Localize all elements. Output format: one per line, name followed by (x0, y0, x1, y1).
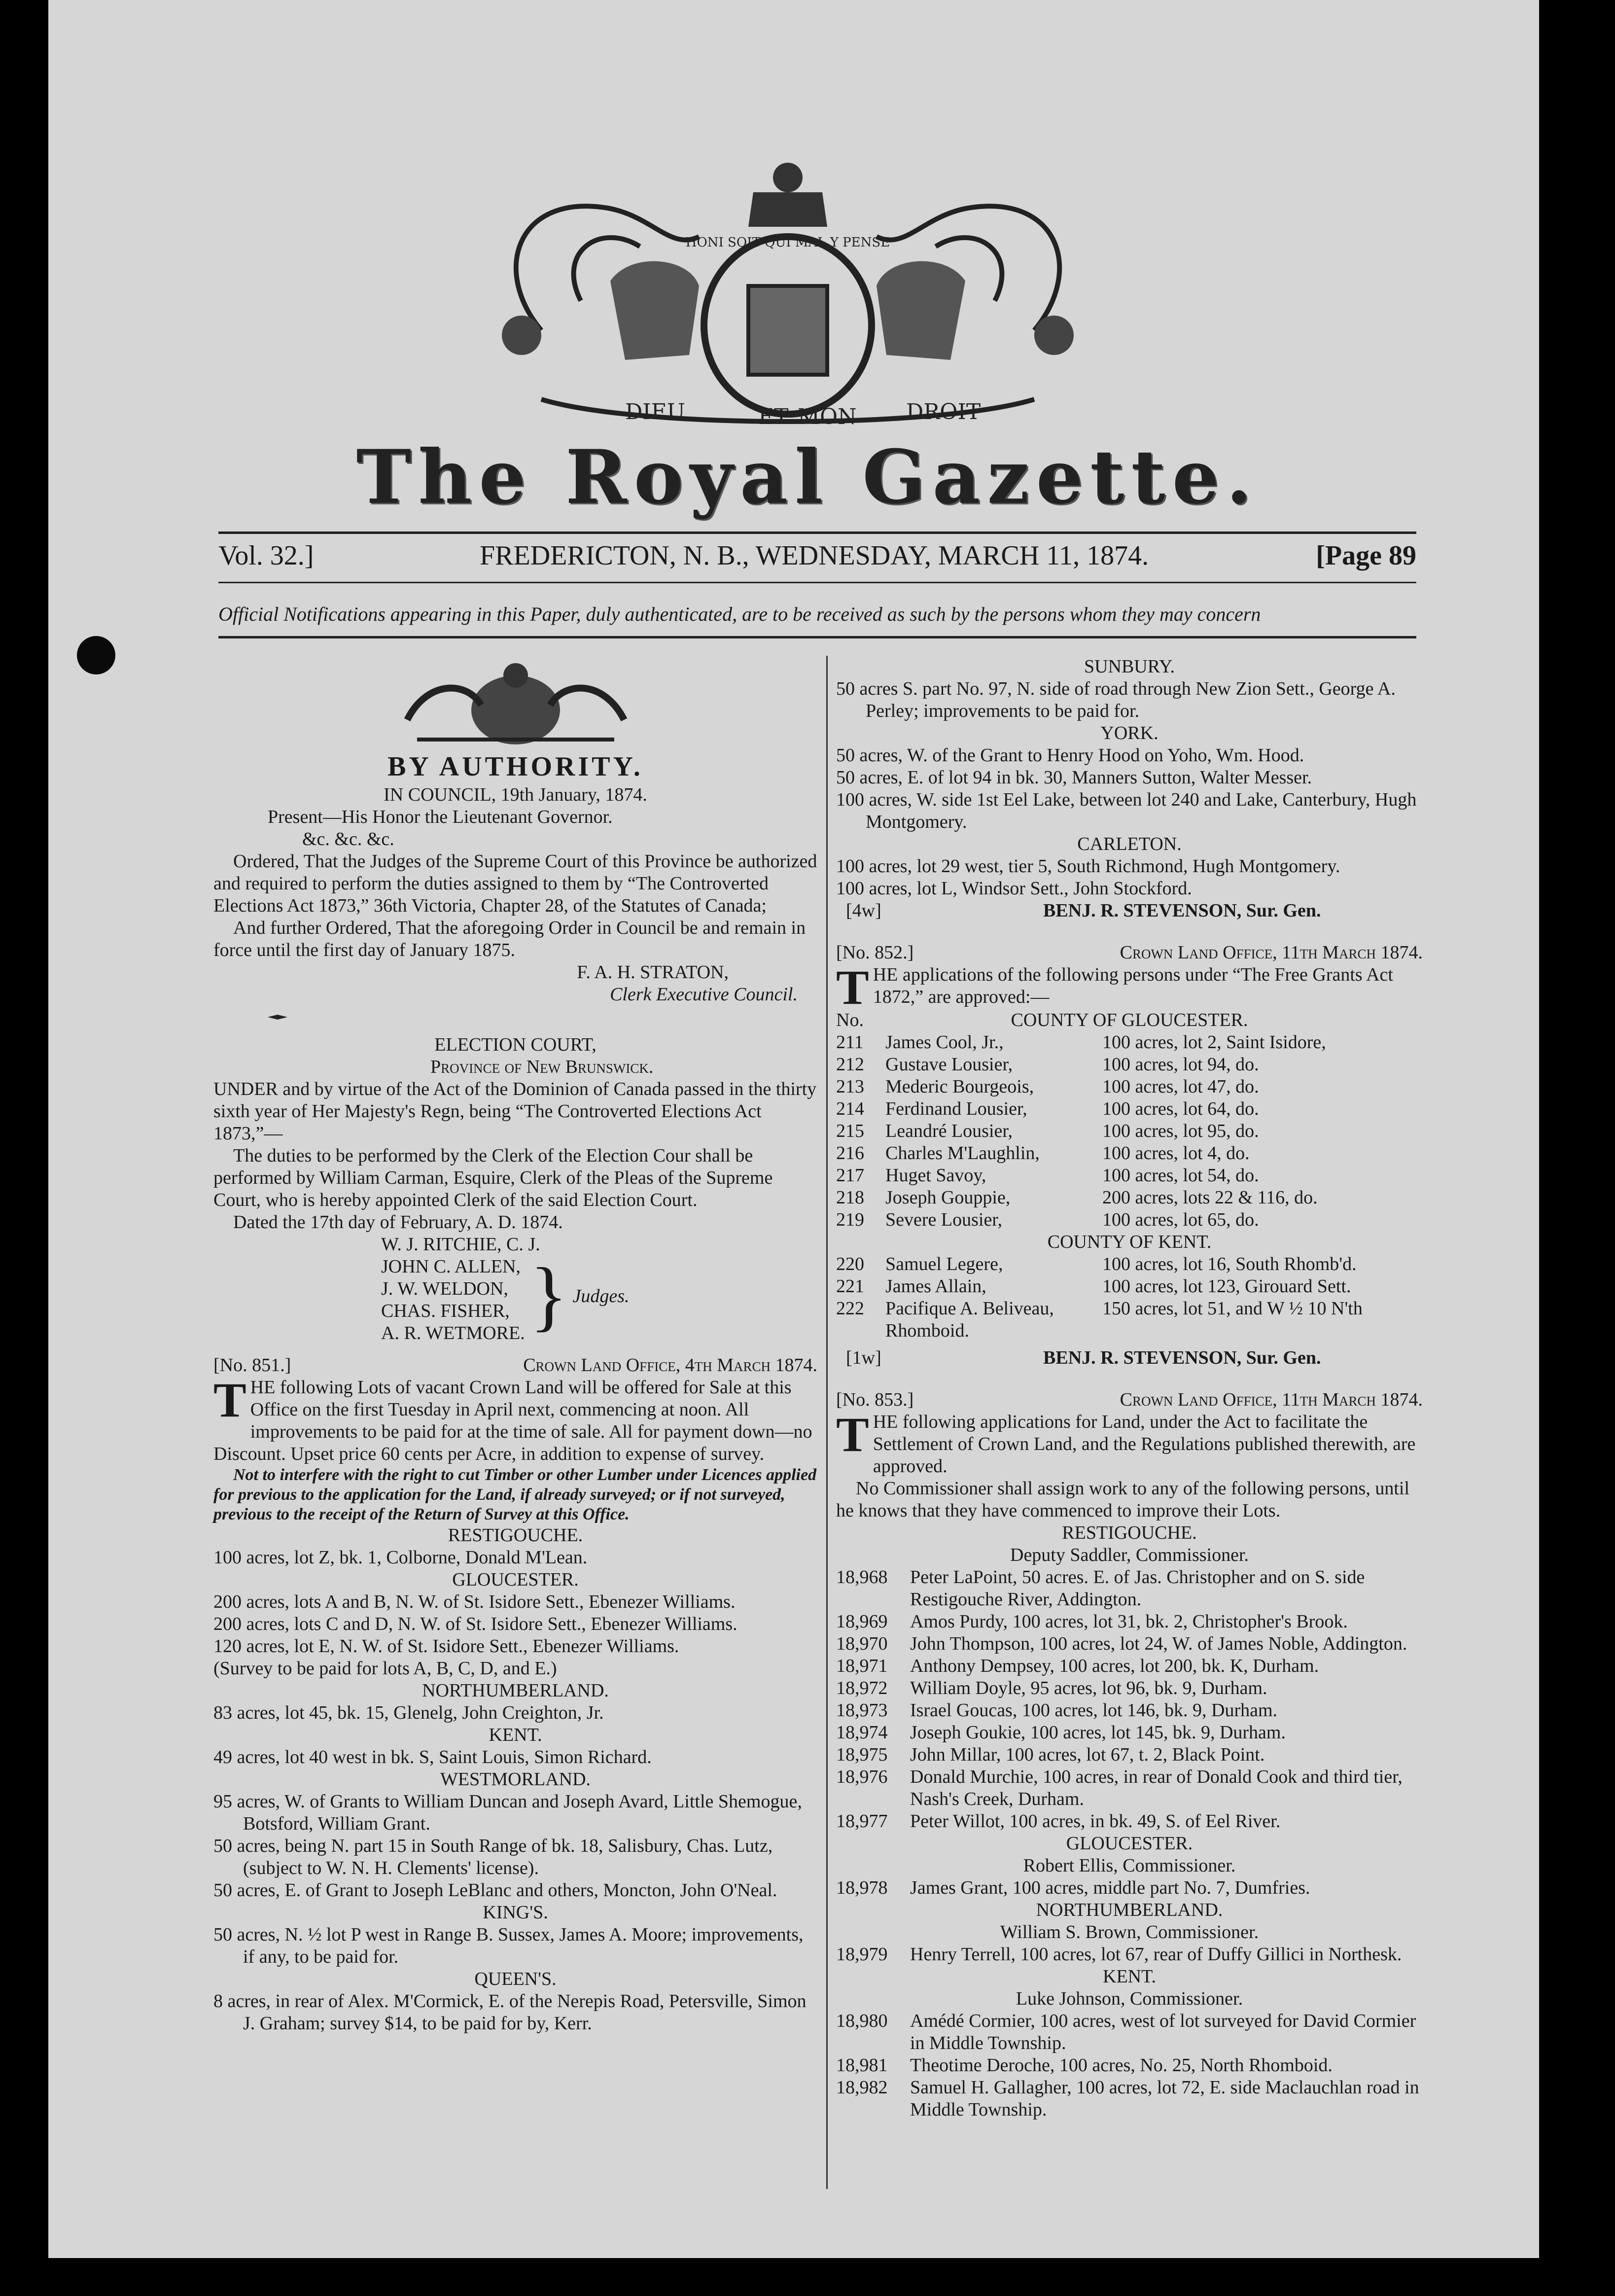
by-authority-heading: BY AUTHORITY. (387, 751, 643, 782)
grant-row (836, 1253, 1423, 1275)
county-heading: CARLETON. (1077, 834, 1182, 854)
county-heading: WESTMORLAND. (440, 1769, 591, 1790)
motto-et: ET (758, 404, 789, 429)
grant-name: Ferdinand Lousier, (885, 1098, 1027, 1119)
section-separator (213, 1015, 342, 1020)
council-etc: &c. &c. &c. (302, 829, 394, 849)
royal-crest-icon (393, 123, 1182, 444)
application-detail: Amos Purdy, 100 acres, lot 31, bk. 2, Christopher's Brook. (910, 1611, 1348, 1632)
grant-row (836, 1187, 1423, 1209)
application-detail: John Thompson, 100 acres, lot 24, W. of James Noble, Addington. (910, 1633, 1407, 1654)
application-row (836, 1699, 1423, 1722)
notice-851-header (213, 1354, 817, 1377)
grant-number: 222 (836, 1298, 864, 1319)
lot-entry: 100 acres, lot Z, bk. 1, Colborne, Donald M'Lean. (213, 1547, 588, 1568)
surveyor-general: BENJ. R. STEVENSON, Sur. Gen. (1043, 1347, 1321, 1368)
application-detail: Theotime Deroche, 100 acres, No. 25, North Rhomboid. (910, 2055, 1333, 2076)
drop-cap: T (836, 1407, 869, 1462)
grant-name: Severe Lousier, (885, 1209, 1002, 1230)
grant-number: 218 (836, 1187, 864, 1208)
grant-row (836, 1120, 1423, 1142)
free-grants-gloucester (836, 1031, 1423, 1231)
judge-name: J. W. WELDON, (381, 1278, 508, 1299)
election-court-header: ELECTION COURT, (434, 1034, 597, 1055)
crown-land-office: Crown Land Office, 11th March 1874. (1120, 942, 1423, 963)
county-heading: GLOUCESTER. (1066, 1833, 1193, 1854)
judges-label: Judges. (572, 1286, 630, 1307)
mid-rule (218, 582, 1416, 583)
lot-entry: 50 acres, E. of lot 94 in bk. 30, Manners Sutton, Walter Messer. (836, 767, 1312, 788)
motto-dieu: DIEU (625, 399, 685, 424)
grant-lot: 100 acres, lot 2, Saint Isidore, (1102, 1032, 1326, 1053)
grant-name: Joseph Gouppie, (885, 1187, 1011, 1208)
signature-tag: [1w] (846, 1347, 881, 1368)
brace: } (529, 1251, 568, 1339)
application-row (836, 1877, 1423, 1899)
county-kent: COUNTY OF KENT. (1047, 1232, 1212, 1252)
application-number: 18,971 (836, 1656, 888, 1676)
grant-name: Pacifique A. Beliveau, Rhomboid. (885, 1298, 1054, 1341)
election-dated: Dated the 17th day of February, A. D. 1874. (233, 1212, 563, 1233)
signature-2 (836, 1347, 1423, 1369)
lot-entry: 50 acres, being N. part 15 in South Range of bk. 18, Salisbury, Chas. Lutz, (subject to W. N. H. Clements' license). (213, 1836, 773, 1878)
application-detail: Peter LaPoint, 50 acres. E. of Jas. Christopher and on S. side Restigouche River, Addington. (910, 1567, 1365, 1610)
application-row (836, 1566, 1423, 1611)
county-heading: GLOUCESTER. (452, 1569, 579, 1590)
county-heading: SUNBURY. (1084, 656, 1175, 677)
application-number: 18,979 (836, 1944, 888, 1965)
application-number: 18,975 (836, 1744, 888, 1765)
right-column (836, 656, 1423, 2121)
continued-sections (836, 656, 1423, 900)
place-date: FREDERICTON, N. B., WEDNESDAY, MARCH 11, 1874. (480, 540, 1149, 571)
county-heading: KENT. (1103, 1966, 1156, 1987)
volume-number: Vol. 32.] (218, 540, 314, 571)
application-number: 18,978 (836, 1877, 888, 1898)
application-number: 18,973 (836, 1700, 888, 1721)
notice-852-header (836, 942, 1423, 964)
drop-cap: T (213, 1373, 246, 1427)
motto-droit: DROIT (906, 399, 981, 424)
judge-name: A. R. WETMORE. (381, 1323, 525, 1343)
coat-of-arms-icon (387, 661, 644, 749)
lot-entry: 49 acres, lot 40 west in bk. S, Saint Louis, Simon Richard. (213, 1747, 652, 1767)
county-heading: RESTIGOUCHE. (448, 1525, 583, 1546)
application-row (836, 1633, 1423, 1655)
lot-entry: 50 acres, E. of Grant to Joseph LeBlanc and others, Moncton, John O'Neal. (213, 1880, 777, 1901)
judges-block (381, 1251, 817, 1344)
application-row (836, 2077, 1423, 2121)
grant-lot: 150 acres, lot 51, and W ½ 10 N'th (1102, 1298, 1363, 1319)
application-detail: Henry Terrell, 100 acres, lot 67, rear of Duffy Gillici in Northesk. (910, 1944, 1402, 1965)
grant-row (836, 1054, 1423, 1076)
grant-row (836, 1142, 1423, 1165)
commissioner-name: Robert Ellis, Commissioner. (1023, 1855, 1236, 1876)
surveyor-general: BENJ. R. STEVENSON, Sur. Gen. (1043, 900, 1321, 921)
masthead-title: The Royal Gazette. (356, 434, 1259, 521)
grant-number: 212 (836, 1054, 864, 1075)
application-row (836, 2010, 1423, 2054)
application-number: 18,970 (836, 1633, 888, 1654)
council-signer: F. A. H. STRATON, (577, 962, 729, 983)
application-row (836, 1810, 1423, 1833)
notice-851-caveat: Not to interfere with the right to cut Timber or other Lumber under Licences applied for previous to the application for the Land, if already surveyed; or if not surveyed, previous to the receipt of the Return of Survey at this Office. (213, 1466, 817, 1523)
grant-name: Mederic Bourgeois, (885, 1076, 1034, 1097)
grant-lot: 100 acres, lot 47, do. (1102, 1076, 1259, 1097)
judge-name: JOHN C. ALLEN, (381, 1256, 521, 1277)
grant-name: Charles M'Laughlin, (885, 1143, 1040, 1164)
grant-row (836, 1031, 1423, 1054)
grant-name: Samuel Legere, (885, 1254, 1003, 1274)
notice-number: [No. 853.] (836, 1389, 914, 1410)
application-row (836, 1677, 1423, 1699)
application-detail: John Millar, 100 acres, lot 67, t. 2, Black Point. (910, 1744, 1265, 1765)
signature-1 (836, 900, 1423, 922)
grant-number: 217 (836, 1165, 864, 1186)
county-heading: KING'S. (483, 1902, 548, 1923)
grant-lot: 100 acres, lot 4, do. (1102, 1143, 1250, 1164)
lot-entry: 8 acres, in rear of Alex. M'Cormick, E. of the Nerepis Road, Petersville, Simon J. Graham; survey $14, to be paid for by, Kerr. (213, 1991, 807, 2034)
county-row (836, 1009, 1423, 1031)
application-row (836, 1943, 1423, 1966)
settlement-groups (836, 1522, 1423, 2121)
grant-row (836, 1298, 1423, 1342)
application-row (836, 1744, 1423, 1766)
commissioner-name: William S. Brown, Commissioner. (1000, 1922, 1259, 1943)
application-row (836, 1766, 1423, 1810)
county-heading: QUEEN'S. (474, 1969, 557, 1989)
column-divider (826, 656, 828, 2189)
commissioner-name: Deputy Saddler, Commissioner. (1010, 1545, 1249, 1565)
grant-name: James Cool, Jr., (885, 1032, 1004, 1053)
council-further: And further Ordered, That the aforegoing Order in Council be and remain in force until the first day of January 1875. (213, 918, 806, 960)
application-detail: James Grant, 100 acres, middle part No. 7, Dumfries. (910, 1877, 1310, 1898)
application-row (836, 1611, 1423, 1633)
application-number: 18,969 (836, 1611, 888, 1632)
lot-entry: 100 acres, lot 29 west, tier 5, South Richmond, Hugh Montgomery. (836, 856, 1340, 877)
no-label: No. (836, 1010, 864, 1030)
grant-lot: 100 acres, lot 54, do. (1102, 1165, 1259, 1186)
crown-land-office: Crown Land Office, 4th March 1874. (523, 1355, 817, 1376)
notice-number: [No. 852.] (836, 942, 914, 963)
application-detail: Amédé Cormier, 100 acres, west of lot surveyed for David Cormier in Middle Township. (910, 2011, 1416, 2053)
grant-lot: 100 acres, lot 16, South Rhomb'd. (1102, 1254, 1357, 1274)
grant-name: Huget Savoy, (885, 1165, 986, 1186)
application-detail: Samuel H. Gallagher, 100 acres, lot 72, E. side Maclauchlan road in Middle Township. (910, 2077, 1419, 2120)
application-number: 18,977 (836, 1811, 888, 1832)
free-grants-kent (836, 1253, 1423, 1342)
grant-row (836, 1275, 1423, 1298)
left-column (213, 656, 817, 2035)
crest-garter: HONI SOIT QUI MAL Y PENSE (685, 235, 890, 250)
application-number: 18,981 (836, 2055, 888, 2076)
county-gloucester: COUNTY OF GLOUCESTER. (1011, 1010, 1248, 1030)
application-number: 18,976 (836, 1766, 888, 1787)
council-signer-title: Clerk Executive Council. (610, 984, 798, 1005)
application-number: 18,972 (836, 1678, 888, 1698)
notice-851-intro: THE following Lots of vacant Crown Land will be offered for Sale at this Office on the first Tuesday in April next, commencing at noon. All improvements to be paid for at the time of sale. All for payment down—no Discount. Upset price 60 cents per Acre, in addition to expense of survey. (213, 1373, 812, 1464)
application-detail: Joseph Goukie, 100 acres, lot 145, bk. 9, Durham. (910, 1722, 1286, 1743)
top-rule (218, 531, 1416, 534)
application-number: 18,982 (836, 2077, 888, 2098)
county-heading: KENT. (489, 1725, 542, 1745)
grant-row (836, 1076, 1423, 1098)
judge-name: CHAS. FISHER, (381, 1301, 510, 1321)
lot-entry: 50 acres S. part No. 97, N. side of road through New Zion Sett., George A. Perley; improvements to be paid for. (836, 678, 1396, 721)
application-row (836, 2054, 1423, 2077)
grant-row (836, 1098, 1423, 1120)
application-detail: Peter Willot, 100 acres, in bk. 49, S. of Eel River. (910, 1811, 1281, 1832)
election-p2: The duties to be performed by the Clerk of the Election Cour shall be performed by William Carman, Esquire, Clerk of the Pleas of the Supreme Court, who is hereby appointed Clerk of the said Election Court. (213, 1145, 773, 1210)
notice-853-warning: No Commissioner shall assign work to any of the following persons, until he knows that they have commenced to improve their Lots. (836, 1478, 1410, 1521)
application-detail: Anthony Dempsey, 100 acres, lot 200, bk. K, Durham. (910, 1656, 1319, 1676)
gazette-page (48, 0, 1539, 2258)
motto-mon: MON (798, 404, 857, 429)
punch-hole (77, 636, 115, 674)
notice-number: [No. 851.] (213, 1355, 291, 1376)
lot-entry: 100 acres, W. side 1st Eel Lake, between lot 240 and Lake, Canterbury, Hugh Montgomery. (836, 789, 1417, 832)
council-ordered: Ordered, That the Judges of the Supreme Court of this Province be authorized and required to perform the duties assigned to them by “The Controverted Elections Act 1873,” 36th Victoria, Chapter 28, of the Statutes of Canada; (213, 851, 817, 916)
grant-lot: 100 acres, lot 65, do. (1102, 1209, 1259, 1230)
grant-number: 220 (836, 1254, 864, 1274)
notice-852-intro: THE applications of the following persons under “The Free Grants Act 1872,” are approved:— (836, 960, 1393, 1015)
county-heading: NORTHUMBERLAND. (1036, 1900, 1223, 1920)
notice-853-header (836, 1389, 1423, 1411)
lot-entry: 120 acres, lot E, N. W. of St. Isidore Sett., Ebenezer Williams. (213, 1636, 679, 1657)
council-header: IN COUNCIL, 19th January, 1874. (384, 784, 647, 805)
application-number: 18,980 (836, 2011, 888, 2031)
application-detail: William Doyle, 95 acres, lot 96, bk. 9, Durham. (910, 1678, 1267, 1698)
lot-entry: 100 acres, lot L, Windsor Sett., John Stockford. (836, 878, 1192, 899)
signature-tag: [4w] (846, 900, 881, 921)
notice-853-intro: THE following applications for Land, under the Act to facilitate the Settlement of Crown Land, and the Regulations published therewith, are approved. (836, 1407, 1416, 1477)
application-row (836, 1655, 1423, 1677)
chief-justice: W. J. RITCHIE, C. J. (381, 1234, 540, 1255)
application-detail: Israel Goucas, 100 acres, lot 146, bk. 9, Durham. (910, 1700, 1278, 1721)
grant-number: 215 (836, 1121, 864, 1141)
county-heading: YORK. (1100, 723, 1159, 743)
bottom-rule (218, 636, 1416, 638)
page-number: [Page 89 (1316, 540, 1416, 571)
drop-cap: T (836, 960, 869, 1015)
council-present: Present—His Honor the Lieutenant Governor. (268, 807, 613, 827)
grant-lot: 100 acres, lot 64, do. (1102, 1098, 1259, 1119)
election-province: Province of New Brunswick. (430, 1057, 654, 1077)
lot-entry: 95 acres, W. of Grants to William Duncan and Joseph Avard, Little Shemogue, Botsford, William Grant. (213, 1791, 802, 1834)
application-row (836, 1722, 1423, 1744)
grant-name: James Allain, (885, 1276, 986, 1297)
application-number: 18,968 (836, 1567, 888, 1588)
lot-entry: 50 acres, N. ½ lot P west in Range B. Sussex, James A. Moore; improvements, if any, to be paid for. (213, 1924, 804, 1967)
county-heading: RESTIGOUCHE. (1062, 1522, 1197, 1543)
crown-land-office: Crown Land Office, 11th March 1874. (1120, 1389, 1423, 1410)
grant-number: 211 (836, 1032, 864, 1053)
grant-lot: 100 acres, lot 95, do. (1102, 1121, 1259, 1141)
grant-row (836, 1165, 1423, 1187)
application-detail: Donald Murchie, 100 acres, in rear of Donald Cook and third tier, Nash's Creek, Durham. (910, 1766, 1403, 1809)
grant-row (836, 1209, 1423, 1231)
lot-entry: (Survey to be paid for lots A, B, C, D, and E.) (213, 1658, 557, 1679)
election-p1: UNDER and by virtue of the Act of the Dominion of Canada passed in the thirty sixth year of Her Majesty's Regn, being “The Controverted Elections Act 1873,”— (213, 1079, 817, 1144)
sections-851 (213, 1524, 817, 2035)
commissioner-name: Luke Johnson, Commissioner. (1016, 1988, 1243, 2009)
grant-name: Gustave Lousier, (885, 1054, 1013, 1075)
grant-name: Leandré Lousier, (885, 1121, 1013, 1141)
lot-entry: 200 acres, lots A and B, N. W. of St. Isidore Sett., Ebenezer Williams. (213, 1591, 736, 1612)
grant-lot: 100 acres, lot 94, do. (1102, 1054, 1259, 1075)
county-heading: NORTHUMBERLAND. (422, 1680, 609, 1701)
application-number: 18,974 (836, 1722, 888, 1743)
grant-lot: 100 acres, lot 123, Girouard Sett. (1102, 1276, 1351, 1297)
grant-number: 214 (836, 1098, 864, 1119)
lot-entry: 50 acres, W. of the Grant to Henry Hood on Yoho, Wm. Hood. (836, 745, 1304, 766)
lot-entry: 200 acres, lots C and D, N. W. of St. Isidore Sett., Ebenezer Williams. (213, 1614, 737, 1634)
official-notice: Official Notifications appearing in this Paper, duly authenticated, are to be received as such by the persons whom they may concern (218, 603, 1261, 625)
grant-number: 216 (836, 1143, 864, 1164)
grant-lot: 200 acres, lots 22 & 116, do. (1102, 1187, 1318, 1208)
lot-entry: 83 acres, lot 45, bk. 15, Glenelg, John Creighton, Jr. (213, 1702, 604, 1723)
grant-number: 213 (836, 1076, 864, 1097)
grant-number: 221 (836, 1276, 864, 1297)
grant-number: 219 (836, 1209, 864, 1230)
